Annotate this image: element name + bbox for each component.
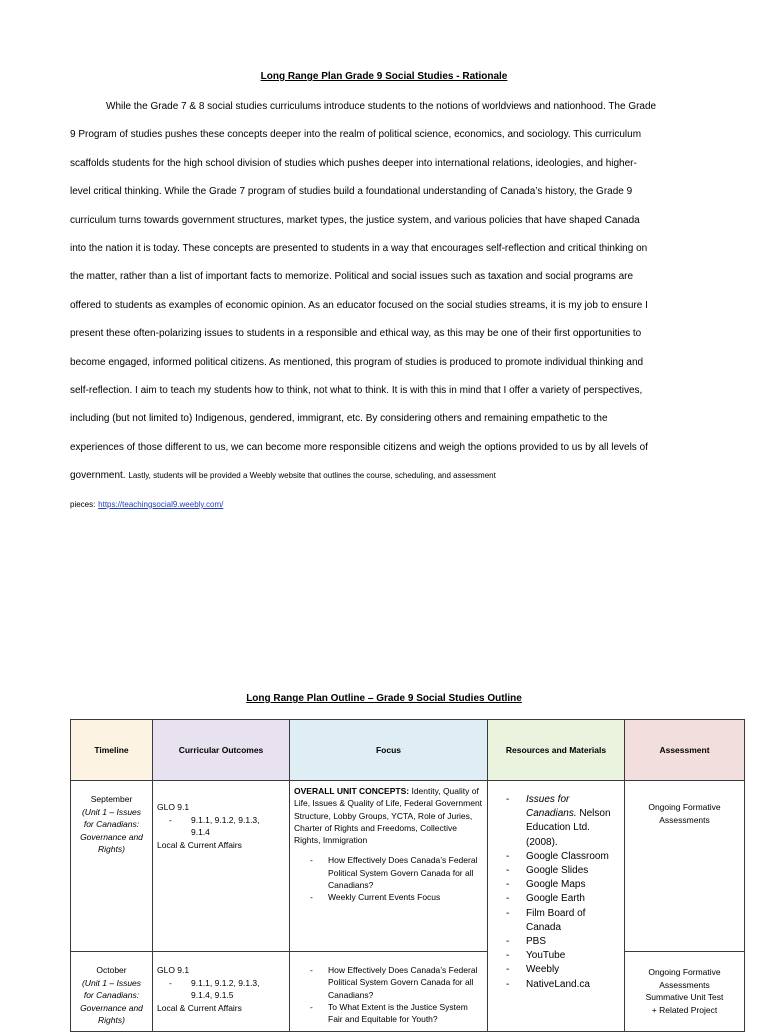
rationale-line: including (but not limited to) Indigenous, gendered, immigrant, etc. By considering others and remaining empathetic to the <box>70 413 608 425</box>
assessment-line: Assessments <box>659 979 710 990</box>
table-header-row <box>71 720 745 781</box>
header-resources: Resources and Materials <box>488 720 625 781</box>
list-item: - To What Extent is the Justice System Fair and Equitable for Youth? <box>294 1001 483 1026</box>
assessment-line: Ongoing Formative <box>648 802 721 812</box>
unit-line: Governance and <box>80 831 143 842</box>
website-link[interactable]: https://teachingsocial9.weebly.com/ <box>98 499 224 509</box>
rationale-line <box>70 491 702 519</box>
header-assessment: Assessment <box>625 720 745 781</box>
list-item: - How Effectively Does Canada’s Federal Political System Govern Canada for all Canadians? <box>294 964 483 1001</box>
unit-concepts-label: OVERALL UNIT CONCEPTS: <box>294 786 410 796</box>
rationale-line <box>70 462 702 490</box>
focus-cell <box>290 781 488 952</box>
resources-cell <box>488 781 625 1032</box>
unit-concepts: OVERALL UNIT CONCEPTS: Identity, Quality of Life, Issues & Quality of Life, Federal Government Structure, Lobby Groups, YCTA, Role of Juries, Charter of Rights and Freedoms, Collective Rights, Immigration <box>294 786 483 846</box>
rationale-line: self-reflection. I aim to teach my students how to think, not what to think. It is with this in mind that I offer a variety of perspectives, <box>70 385 643 397</box>
outcome-list: - 9.1.1, 9.1.2, 9.1.3, <box>169 977 260 988</box>
outline-title: Long Range Plan Outline – Grade 9 Social Studies Outline <box>246 693 522 704</box>
assessment-line: + Related Project <box>651 1004 718 1015</box>
rationale-website-note: Lastly, students will be provided a Weebly website that outlines the course, scheduling, and assessment <box>128 471 496 481</box>
list-item: - PBS <box>492 935 620 949</box>
rationale-line: scaffolds students for the high school division of studies which pushes deeper into international relations, ideologies, and higher- <box>70 157 637 169</box>
list-item: - Weekly Current Events Focus <box>294 891 483 903</box>
glo-label: GLO 9.1 <box>157 965 190 975</box>
assessment-cell <box>625 781 745 952</box>
list-item: - Google Classroom <box>492 850 620 864</box>
focus-cell <box>290 952 488 1032</box>
rationale-line: While the Grade 7 & 8 social studies curriculums introduce students to the notions of worldviews and nationhood. The Grade <box>106 101 657 112</box>
list-item: - Google Maps <box>492 878 620 892</box>
list-item: - Issues for Canadians. Nelson Education Ltd. (2008). <box>492 793 620 850</box>
unit-line: Rights) <box>98 844 125 854</box>
rationale-line: present these often-polarizing issues to students in a responsible and ethical way, as this may be one of their first opportunities to <box>70 328 642 340</box>
timeline-cell <box>71 952 153 1032</box>
unit-line: (Unit 1 – Issues <box>81 977 142 988</box>
rationale-line: experiences of those different to us, we can become more responsible citizens and weigh the options provided to us by all levels of <box>70 441 648 453</box>
resources-list <box>492 793 620 992</box>
list-item: - YouTube <box>492 949 620 963</box>
outcome-list-cont: 9.1.4 <box>191 827 210 837</box>
unit-line: Rights) <box>98 1015 125 1025</box>
glo-label: GLO 9.1 <box>157 802 190 812</box>
document-title: Long Range Plan Grade 9 Social Studies - Rationale <box>260 71 508 82</box>
header-timeline: Timeline <box>71 720 153 781</box>
rationale-last-start: government. <box>70 470 126 482</box>
pieces-label: pieces: <box>70 499 96 509</box>
list-item: - NativeLand.ca <box>492 978 620 992</box>
assessment-line: Ongoing Formative <box>648 967 721 977</box>
outcome-list-cont: 9.1.4, 9.1.5 <box>191 990 234 1000</box>
local-affairs: Local & Current Affairs <box>157 1002 242 1013</box>
month-label: September <box>90 794 133 804</box>
list-item: - How Effectively Does Canada’s Federal Political System Govern Canada for all Canadians? <box>294 854 483 891</box>
list-item: - Weebly <box>492 963 620 977</box>
header-curricular-outcomes: Curricular Outcomes <box>153 720 290 781</box>
assessment-line: Assessments <box>659 814 710 825</box>
header-focus: Focus <box>290 720 488 781</box>
list-item: - Google Earth <box>492 892 620 906</box>
rationale-line: level critical thinking. While the Grade 7 program of studies build a foundational understanding of Canada’s history, the Grade 9 <box>70 186 633 198</box>
rationale-line: into the nation it is today. These concepts are presented to students in a way that encourages self-reflection and critical thinking on <box>70 243 648 255</box>
focus-list <box>294 854 483 903</box>
rationale-line: 9 Program of studies pushes these concepts deeper into the realm of political science, economics, and sociology. This curriculum <box>70 129 642 141</box>
month-label: October <box>96 965 127 975</box>
table-row <box>71 952 745 1032</box>
rationale-paragraph <box>70 93 702 519</box>
list-item: - Film Board of Canada <box>492 907 620 935</box>
unit-line: for Canadians: <box>83 990 140 1000</box>
timeline-cell <box>71 781 153 952</box>
unit-line: for Canadians: <box>83 819 140 829</box>
rationale-line: curriculum turns towards government structures, market types, the justice system, and various policies that have shaped Canada <box>70 214 640 226</box>
local-affairs: Local & Current Affairs <box>157 839 242 850</box>
rationale-line: offered to students as examples of economic opinion. As an educator focused on the social studies streams, it is my job to ensure I <box>70 299 648 311</box>
focus-list <box>294 964 483 1025</box>
rationale-line: the matter, rather than a list of important facts to memorize. Political and social issues such as taxation and social programs are <box>70 271 634 283</box>
rationale-line: become engaged, informed political citizens. As mentioned, this program of studies is produced to promote individual thinking and <box>70 356 644 368</box>
table-row <box>71 781 745 952</box>
outcome-list: - 9.1.1, 9.1.2, 9.1.3, <box>169 814 260 825</box>
list-item: - Google Slides <box>492 864 620 878</box>
long-range-plan-table <box>70 719 745 1032</box>
assessment-cell <box>625 952 745 1032</box>
unit-line: Governance and <box>80 1002 143 1013</box>
unit-line: (Unit 1 – Issues <box>81 806 142 817</box>
outcomes-cell <box>153 952 290 1032</box>
assessment-line: Summative Unit Test <box>645 992 724 1002</box>
outcomes-cell <box>153 781 290 952</box>
